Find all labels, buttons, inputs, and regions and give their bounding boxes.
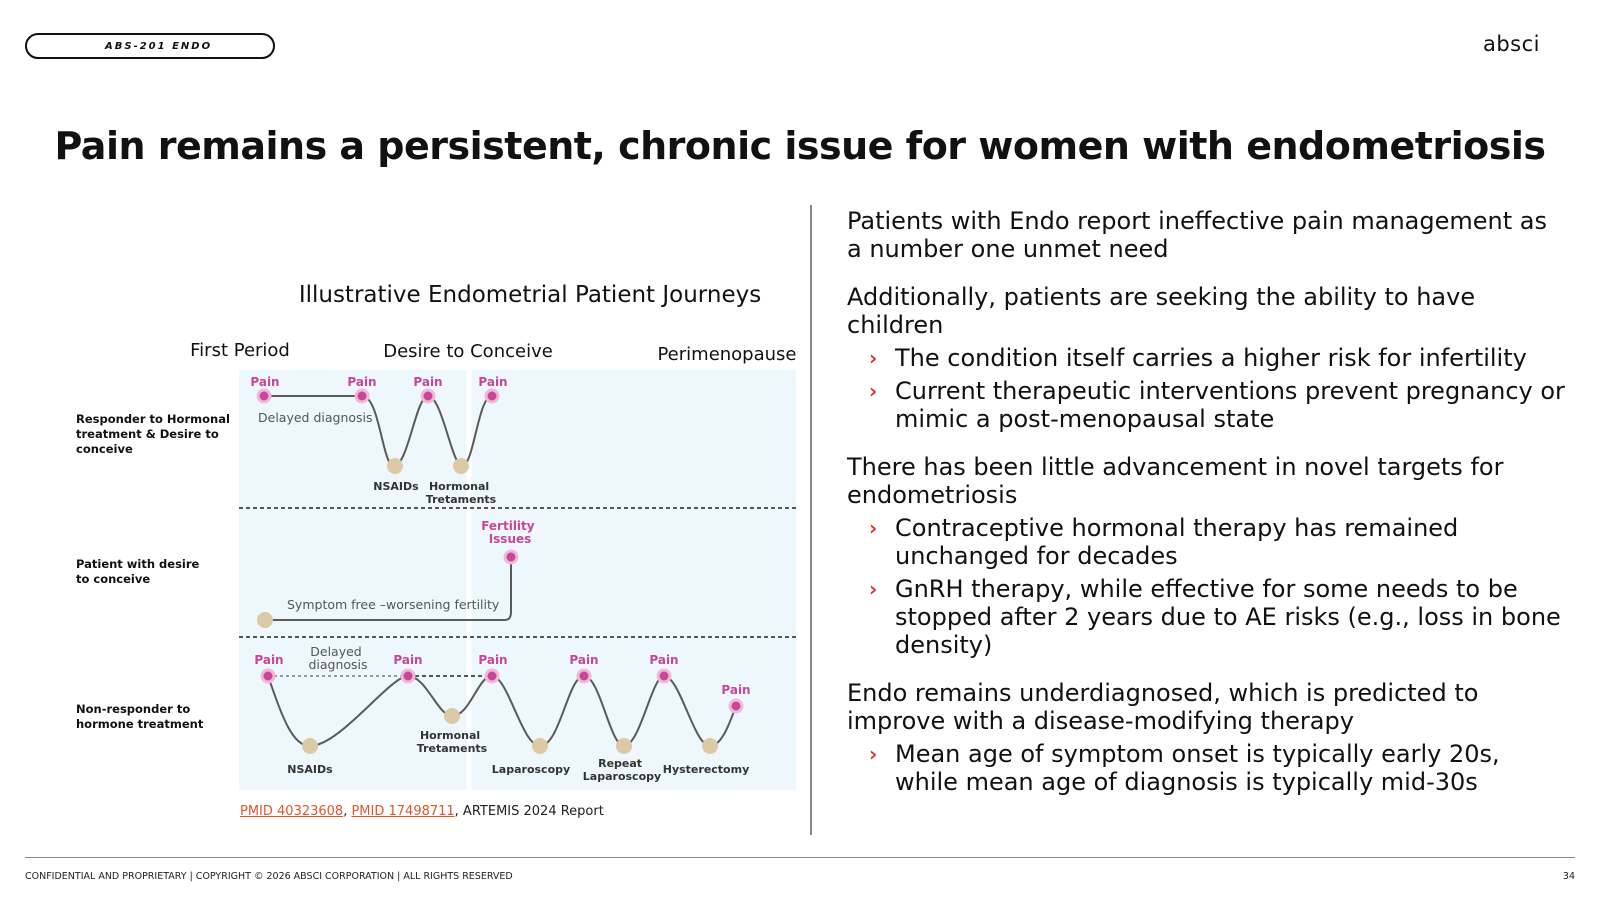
sub-bullets (847, 344, 1567, 433)
sub-bullet: › The condition itself carries a higher risk for infertility (869, 344, 1527, 372)
journey-panel (239, 370, 796, 790)
pain-marker (486, 670, 498, 682)
chevron-right-icon: › (869, 379, 878, 403)
source-link-pmid-2[interactable]: PMID 17498711 (351, 804, 455, 819)
pain-label: Pain (569, 653, 599, 667)
patient-journey-diagram (0, 0, 810, 830)
phase-first-period: First Period (190, 340, 290, 361)
fertility-issue-marker (505, 551, 517, 563)
path-label-symptom-free: Symptom free –worsening fertility (287, 597, 500, 612)
treatment-label-nsaids: NSAIDs (287, 763, 333, 776)
sub-bullet: › Current therapeutic interventions prevent pregnancy or mimic a post-menopausal state (869, 377, 1565, 433)
sub-bullet: › Contraceptive hormonal therapy has remained unchanged for decades (869, 514, 1459, 570)
footer-text: CONFIDENTIAL AND PROPRIETARY | COPYRIGHT © 2026 ABSCI CORPORATION | ALL RIGHTS RESERVED (25, 871, 513, 882)
point-text: Patients with Endo report ineffective pain management as a number one unmet need (847, 207, 1547, 263)
sub-bullets (847, 740, 1567, 796)
treatment-marker (702, 738, 718, 754)
diagram-title: Illustrative Endometrial Patient Journeys (298, 282, 762, 308)
row-label-responder: Responder to Hormonal treatment & Desire to conceive (76, 412, 230, 456)
chevron-right-icon: › (869, 516, 878, 540)
row-label-non-responder: Non-responder to hormone treatment (76, 702, 204, 731)
path-label-delayed-diagnosis-2: Delayed diagnosis (308, 644, 368, 672)
treatment-label-nsaids: NSAIDs (373, 480, 419, 493)
column-divider (810, 205, 812, 835)
sources-line (240, 804, 604, 819)
pain-label: Pain (413, 375, 443, 389)
phase-desire-to-conceive: Desire to Conceive (383, 341, 553, 362)
point-text: Additionally, patients are seeking the ability to have children (847, 283, 1476, 339)
pain-label: Pain (393, 653, 423, 667)
treatment-label-hormonal: Hormonal Tretaments (425, 480, 497, 506)
source-link-pmid-1[interactable]: PMID 40323608 (240, 804, 344, 819)
point-text: There has been little advancement in novel targets for endometriosis (847, 453, 1504, 509)
pain-marker (486, 390, 498, 402)
treatment-marker (532, 738, 548, 754)
point-underdiagnosed (847, 679, 1567, 796)
pain-marker (356, 390, 368, 402)
pain-label: Pain (478, 375, 508, 389)
treatment-marker (453, 458, 469, 474)
point-children (847, 283, 1567, 433)
phase-perimenopause: Perimenopause (657, 344, 797, 365)
source-separator: , (343, 804, 352, 819)
sub-bullet: › GnRH therapy, while effective for some needs to be stopped after 2 years due to AE risks (e.g., loss in bone density) (869, 575, 1561, 659)
row-label-desire-to-conceive: Patient with desire to conceive (76, 557, 200, 586)
start-marker (257, 612, 273, 628)
treatment-marker (616, 738, 632, 754)
point-pain-management (847, 207, 1567, 263)
absci-logo: absci (1482, 32, 1540, 56)
treatment-label-repeat-laparoscopy: Repeat Laparoscopy (582, 757, 662, 783)
pain-marker (578, 670, 590, 682)
treatment-label-laparoscopy: Laparoscopy (491, 763, 571, 776)
pain-label: Pain (250, 375, 280, 389)
treatment-marker (387, 458, 403, 474)
pain-label: Pain (721, 683, 751, 697)
pain-label: Pain (347, 375, 377, 389)
point-novel-targets (847, 453, 1567, 659)
slide-title: Pain remains a persistent, chronic issue for women with endometriosis (54, 124, 1546, 168)
source-rest: , ARTEMIS 2024 Report (454, 804, 604, 819)
treatment-marker (302, 738, 318, 754)
treatment-label-hysterectomy: Hysterectomy (662, 763, 750, 776)
pain-marker (730, 700, 742, 712)
pain-marker (658, 670, 670, 682)
pain-marker (422, 390, 434, 402)
chevron-right-icon: › (869, 577, 878, 601)
treatment-marker (444, 708, 460, 724)
chevron-right-icon: › (869, 346, 878, 370)
sub-bullet: › Mean age of symptom onset is typically early 20s, while mean age of diagnosis is typically mid-30s (869, 740, 1500, 796)
pain-marker (262, 670, 274, 682)
pain-label: Pain (254, 653, 284, 667)
key-points (847, 207, 1567, 816)
pain-label: Pain (649, 653, 679, 667)
sub-bullets (847, 514, 1567, 659)
footer-rule (25, 857, 1575, 858)
path-label-delayed-diagnosis: Delayed diagnosis (258, 410, 373, 425)
page-number: 34 (1562, 871, 1575, 882)
treatment-label-hormonal: Hormonal Tretaments (416, 729, 488, 755)
pain-marker (402, 670, 414, 682)
chevron-right-icon: › (869, 742, 878, 766)
pain-marker (258, 390, 270, 402)
document-tag: ABS-201 ENDO (25, 33, 275, 59)
event-label-fertility-issues: Fertility Issues (481, 519, 535, 546)
pain-label: Pain (478, 653, 508, 667)
point-text: Endo remains underdiagnosed, which is predicted to improve with a disease-modifying therapy (847, 679, 1479, 735)
